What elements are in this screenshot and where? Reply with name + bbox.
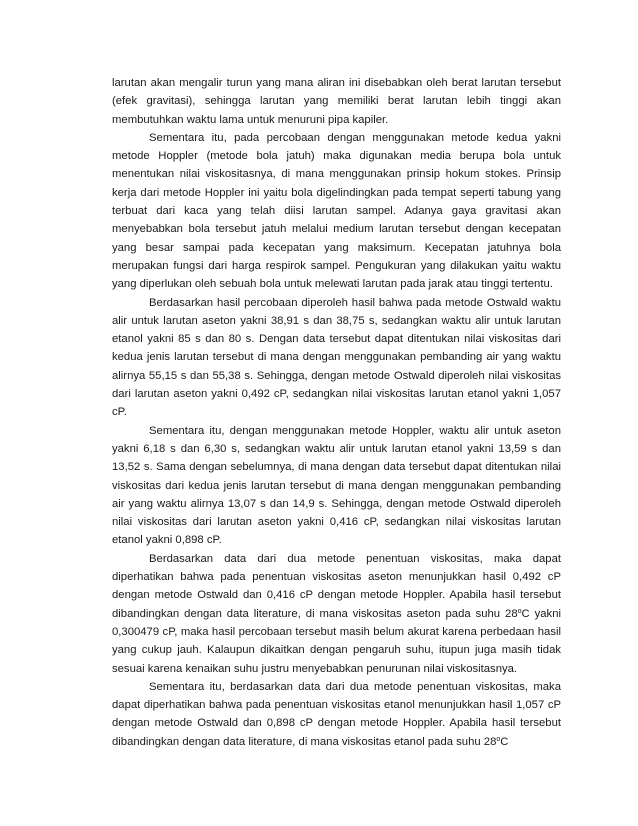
paragraph-5 <box>112 550 561 678</box>
paragraph-4-text: Sementara itu, dengan menggunakan metode Hoppler, waktu alir untuk aseton yakni 6,18 s dan 6,30 s, sedangkan waktu alir untuk larutan etanol yakni 13,59 s dan 13,52 s. Sama dengan sebelumnya, di mana dengan data tersebut dapat ditentukan nilai viskositas dari kedua jenis larutan tersebut di mana dengan menggunakan pembanding air yang waktu alirnya 13,07 s dan 14,9 s. Sehingga, dengan metode Ostwald diperoleh nilai viskositas dari larutan aseton yakni 0,416 cP, sedangkan nilai viskositas larutan etanol yakni 0,898 cP. <box>112 424 561 547</box>
paragraph-1-text: larutan akan mengalir turun yang mana aliran ini disebabkan oleh berat larutan tersebut (efek gravitasi), sehingga larutan yang memiliki berat larutan lebih tinggi akan membutuhkan waktu lama untuk menuruni pipa kapiler. <box>112 77 561 126</box>
paragraph-6 <box>112 678 561 751</box>
paragraph-3-text: Berdasarkan hasil percobaan diperoleh hasil bahwa pada metode Ostwald waktu alir untuk larutan aseton yakni 38,91 s dan 38,75 s, sedangkan waktu alir untuk larutan etanol yakni 85 s dan 80 s. Dengan data tersebut dapat ditentukan nilai viskositas dari kedua jenis larutan tersebut di mana dengan menggunakan pembanding air yang waktu alirnya 55,15 s dan 55,38 s. Sehingga, dengan metode Ostwald diperoleh nilai viskositas dari larutan aseton yakni 0,492 cP, sedangkan nilai viskositas larutan etanol yakni 1,057 cP. <box>112 296 561 419</box>
paragraph-2 <box>112 129 561 294</box>
paragraph-5-text-b: C yakni 0,300479 cP, maka hasil percobaan tersebut masih belum akurat karena perbedaan hasil yang cukup jauh. Kalaupun dikaitkan dengan pengaruh suhu, itupun juga masih tidak sesuai karena kenaikan suhu justru menyebabkan penurunan nilai viskositasnya. <box>112 607 561 675</box>
paragraph-5-text-a: Berdasarkan data dari dua metode penentuan viskositas, maka dapat diperhatikan bahwa pada penentuan viskositas aseton menunjukkan hasil 0,492 cP dengan metode Ostwald dan 0,416 cP dengan metode Hoppler. Apabila hasil tersebut dibandingkan dengan data literature, di mana viskositas aseton pada suhu 28 <box>112 552 561 620</box>
paragraph-6-text-b: C <box>500 735 509 748</box>
degree-superscript: o <box>496 735 501 743</box>
paragraph-3 <box>112 294 561 422</box>
paragraph-2-text: Sementara itu, pada percobaan dengan menggunakan metode kedua yakni metode Hoppler (metode bola jatuh) maka digunakan media berupa bola untuk menentukan nilai viskositasnya, di mana menggunakan prinsip hokum stokes. Prinsip kerja dari metode Hoppler ini yaitu bola digelindingkan pada tempat seperti tabung yang terbuat dari kaca yang telah diisi larutan sampel. Adanya gaya gravitasi akan menyebabkan bola tersebut jatuh melalui medium larutan tersebut dengan kecepatan yang besar sampai pada kecepatan yang maksimum. Kecepatan jatuhnya bola merupakan fungsi dari harga respirok sampel. Pengukuran yang dilakukan yaitu waktu yang diperlukan oleh sebuah bola untuk melewati larutan pada jarak atau tinggi tertentu. <box>112 131 561 291</box>
paragraph-4 <box>112 422 561 550</box>
document-page <box>112 74 561 751</box>
paragraph-1 <box>112 74 561 129</box>
paragraph-6-text-a: Sementara itu, berdasarkan data dari dua metode penentuan viskositas, maka dapat diperhatikan bahwa pada penentuan viskositas etanol menunjukkan hasil 1,057 cP dengan metode Ostwald dan 0,898 cP dengan metode Hoppler. Apabila hasil tersebut dibandingkan dengan data literature, di mana viskositas etanol pada suhu 28 <box>112 680 561 748</box>
degree-superscript: o <box>517 607 522 615</box>
